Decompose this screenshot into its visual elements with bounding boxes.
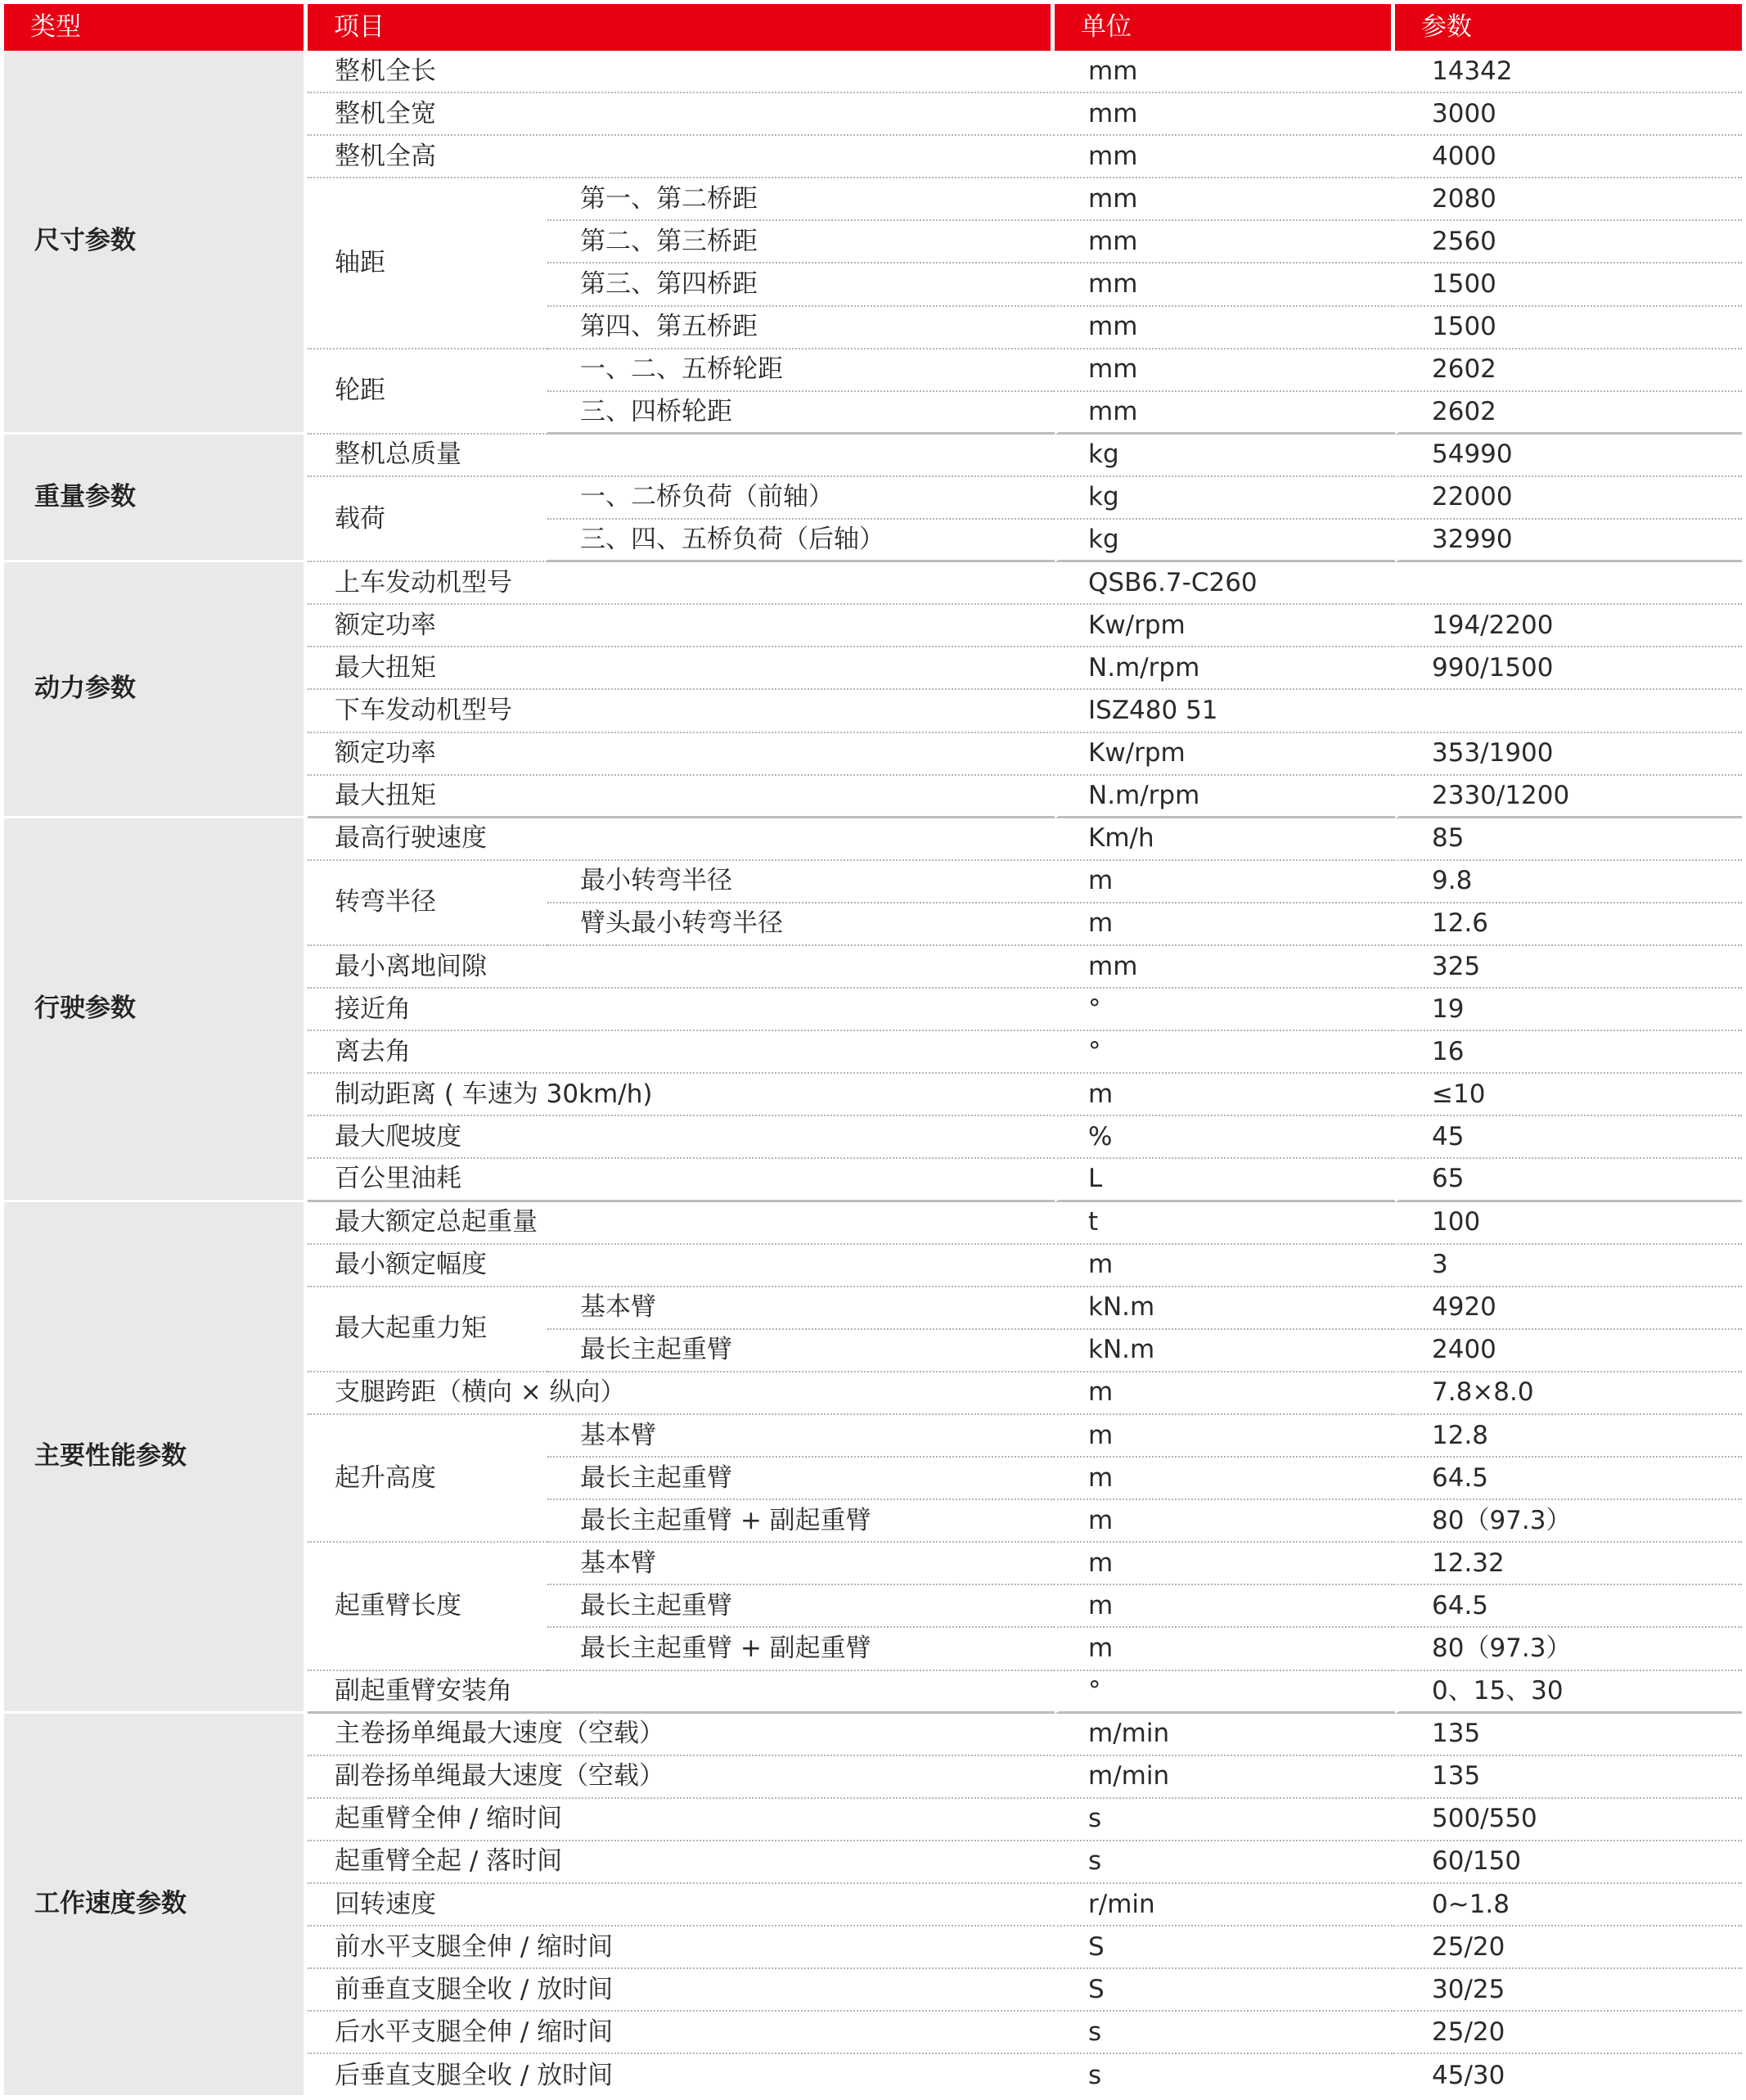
subitem-cell: 基本臂 — [547, 1543, 1055, 1585]
item-cell: 载荷 — [308, 477, 547, 562]
subitem-cell: 基本臂 — [547, 1415, 1055, 1458]
table-row — [4, 562, 1742, 605]
value-cell: 19 — [1395, 989, 1742, 1031]
item-cell: 轮距 — [308, 349, 547, 435]
value-cell: 32990 — [1395, 520, 1742, 562]
value-cell: 65 — [1395, 1159, 1742, 1201]
unit-cell: mm — [1055, 136, 1395, 178]
unit-cell: kN.m — [1055, 1330, 1395, 1372]
table-row — [4, 1202, 1742, 1245]
header-row — [4, 4, 1742, 51]
type-cell: 工作速度参数 — [4, 1714, 308, 2098]
item-cell: 后垂直支腿全收 / 放时间 — [335, 2060, 614, 2090]
unit-cell: mm — [1055, 264, 1395, 306]
table-row — [4, 818, 1742, 861]
unit-cell: kg — [1055, 520, 1395, 562]
unit-cell: m — [1055, 1628, 1395, 1670]
subitem-cell: 第四、第五桥距 — [547, 307, 1055, 349]
item-cell: 接近角 — [308, 989, 1055, 1031]
subitem-cell: 最小转弯半径 — [547, 861, 1055, 904]
value-cell: 1500 — [1395, 264, 1742, 306]
value-cell: 100 — [1395, 1202, 1742, 1245]
item-cell: 最大扭矩 — [308, 647, 1055, 690]
item-cell: 最小额定幅度 — [308, 1245, 1055, 1287]
item-cell: 下车发动机型号 — [308, 690, 1055, 732]
value-cell: 16 — [1395, 1031, 1742, 1074]
unit-cell: Kw/rpm — [1055, 733, 1395, 776]
value-cell: 4000 — [1395, 136, 1742, 178]
item-cell: 轴距 — [308, 178, 547, 349]
table-row — [4, 435, 1742, 477]
item-cell: 整机全高 — [308, 136, 1055, 178]
unit-cell: mm — [1055, 307, 1395, 349]
subitem-cell: 最长主起重臂 + 副起重臂 — [547, 1628, 1055, 1670]
value-cell: 9.8 — [1395, 861, 1742, 904]
value-cell: 7.8×8.0 — [1395, 1372, 1742, 1415]
item-cell: 起重臂全起 / 落时间 — [308, 1841, 1055, 1884]
value-cell: 0、15、30 — [1395, 1671, 1742, 1714]
value-cell: 14342 — [1395, 51, 1742, 93]
unit-cell: m — [1055, 861, 1395, 904]
value-cell: 990/1500 — [1395, 647, 1742, 690]
item-cell: 制动距离 ( 车速为 30km/h) — [308, 1074, 1055, 1116]
unit-cell: ° — [1055, 1671, 1395, 1714]
header-unit: 单位 — [1055, 4, 1395, 51]
item-cell: 起重臂长度 — [308, 1543, 547, 1670]
unit-cell: m — [1055, 1585, 1395, 1628]
item-cell: 最大爬坡度 — [308, 1116, 1055, 1159]
value-cell: 60/150 — [1395, 1841, 1742, 1884]
subitem-cell: 臂头最小转弯半径 — [547, 904, 1055, 946]
unit-cell: S — [1055, 1969, 1395, 2012]
value-cell: 325 — [1395, 946, 1742, 989]
subitem-cell: 最长主起重臂 + 副起重臂 — [547, 1500, 1055, 1543]
item-cell: 最大起重力矩 — [308, 1287, 547, 1372]
unit-cell: N.m/rpm — [1055, 647, 1395, 690]
unit-cell: % — [1055, 1116, 1395, 1159]
unit-cell: r/min — [1055, 1884, 1395, 1927]
value-cell: 12.6 — [1395, 904, 1742, 946]
item-cell: 转弯半径 — [308, 861, 547, 946]
unit-cell: m — [1055, 1543, 1395, 1585]
value-cell: 25/20 — [1395, 2012, 1742, 2054]
unit-cell: t — [1055, 1202, 1395, 1245]
unit-cell: m — [1055, 1372, 1395, 1415]
item-cell: 百公里油耗 — [308, 1159, 1055, 1201]
subitem-cell: 最长主起重臂 — [547, 1330, 1055, 1372]
subitem-cell: 三、四桥轮距 — [547, 392, 1055, 435]
value-cell: 80（97.3） — [1395, 1500, 1742, 1543]
value-cell: 194/2200 — [1395, 605, 1742, 647]
value-cell: 64.5 — [1395, 1585, 1742, 1628]
unit-cell: kg — [1055, 477, 1395, 520]
unit-cell: mm — [1055, 178, 1395, 221]
item-cell: 主卷扬单绳最大速度（空载） — [308, 1714, 1055, 1756]
type-cell: 行驶参数 — [4, 818, 308, 1202]
unit-cell: mm — [1055, 946, 1395, 989]
subitem-cell: 一、二、五桥轮距 — [547, 349, 1055, 392]
value-cell: 12.8 — [1395, 1415, 1742, 1458]
item-cell: 起升高度 — [308, 1415, 547, 1543]
subitem-cell: 第二、第三桥距 — [547, 221, 1055, 264]
type-cell: 主要性能参数 — [4, 1202, 308, 1714]
value-cell: 22000 — [1395, 477, 1742, 520]
unit-cell: s — [1055, 2054, 1395, 2097]
unit-cell: ISZ480 51 — [1055, 690, 1395, 732]
value-cell: 3000 — [1395, 93, 1742, 136]
value-cell — [1395, 690, 1742, 732]
unit-cell: QSB6.7-C260 — [1055, 562, 1395, 605]
unit-cell: m — [1055, 1415, 1395, 1458]
item-cell: 最大额定总起重量 — [308, 1202, 1055, 1245]
item-cell: 后水平支腿全伸 / 缩时间 — [308, 2012, 1055, 2054]
unit-cell: mm — [1055, 392, 1395, 435]
item-cell: 副起重臂安装角 — [308, 1671, 1055, 1714]
unit-cell: L — [1055, 1159, 1395, 1201]
item-cell: 整机全长 — [308, 51, 1055, 93]
value-cell: 25/20 — [1395, 1927, 1742, 1969]
value-cell: 500/550 — [1395, 1799, 1742, 1841]
value-cell: 1500 — [1395, 307, 1742, 349]
type-cell: 重量参数 — [4, 435, 308, 562]
unit-cell: ° — [1055, 1031, 1395, 1074]
header-type: 类型 — [4, 4, 308, 51]
subitem-cell: 基本臂 — [547, 1287, 1055, 1330]
item-cell: 回转速度 — [308, 1884, 1055, 1927]
value-cell: 2400 — [1395, 1330, 1742, 1372]
value-cell: 4920 — [1395, 1287, 1742, 1330]
header-value: 参数 — [1395, 4, 1742, 51]
unit-cell: kN.m — [1055, 1287, 1395, 1330]
item-cell: 起重臂全伸 / 缩时间 — [308, 1799, 1055, 1841]
type-cell: 动力参数 — [4, 562, 308, 818]
item-cell: 额定功率 — [308, 605, 1055, 647]
value-cell: 2330/1200 — [1395, 776, 1742, 818]
unit-cell: s — [1055, 1799, 1395, 1841]
value-cell: 2560 — [1395, 221, 1742, 264]
value-cell: 64.5 — [1395, 1458, 1742, 1500]
item-cell: 最大扭矩 — [308, 776, 1055, 818]
value-cell: 2602 — [1395, 392, 1742, 435]
value-cell: 45/30 — [1395, 2054, 1742, 2097]
value-cell: 135 — [1395, 1756, 1742, 1799]
unit-cell: s — [1055, 1841, 1395, 1884]
subitem-cell: 最长主起重臂 — [547, 1458, 1055, 1500]
unit-cell: N.m/rpm — [1055, 776, 1395, 818]
value-cell: 2080 — [1395, 178, 1742, 221]
item-cell: 前垂直支腿全收 / 放时间 — [308, 1969, 1055, 2012]
spec-body — [4, 51, 1742, 2098]
item-cell: 离去角 — [308, 1031, 1055, 1074]
item-cell: 前水平支腿全伸 / 缩时间 — [308, 1927, 1055, 1969]
value-cell: 30/25 — [1395, 1969, 1742, 2012]
unit-cell: mm — [1055, 221, 1395, 264]
value-cell: 54990 — [1395, 435, 1742, 477]
subitem-cell: 第三、第四桥距 — [547, 264, 1055, 306]
value-cell: 353/1900 — [1395, 733, 1742, 776]
value-cell: 85 — [1395, 818, 1742, 861]
value-cell: 3 — [1395, 1245, 1742, 1287]
value-cell: 0~1.8 — [1395, 1884, 1742, 1927]
subitem-cell: 三、四、五桥负荷（后轴） — [547, 520, 1055, 562]
value-cell: 12.32 — [1395, 1543, 1742, 1585]
item-cell: 额定功率 — [308, 733, 1055, 776]
unit-cell: m/min — [1055, 1756, 1395, 1799]
unit-cell: m — [1055, 1074, 1395, 1116]
value-cell — [1395, 562, 1742, 605]
subitem-cell: 一、二桥负荷（前轴） — [547, 477, 1055, 520]
unit-cell: S — [1055, 1927, 1395, 1969]
unit-cell: m/min — [1055, 1714, 1395, 1756]
unit-cell: mm — [1055, 349, 1395, 392]
table-row — [4, 1714, 1742, 1756]
item-cell: 整机总质量 — [308, 435, 1055, 477]
unit-cell: mm — [1055, 93, 1395, 136]
subitem-cell: 最长主起重臂 — [547, 1585, 1055, 1628]
unit-cell: Kw/rpm — [1055, 605, 1395, 647]
unit-cell: m — [1055, 1458, 1395, 1500]
subitem-cell: 第一、第二桥距 — [547, 178, 1055, 221]
unit-cell: m — [1055, 904, 1395, 946]
unit-cell: m — [1055, 1500, 1395, 1543]
item-cell: 支腿跨距（横向 × 纵向） — [308, 1372, 1055, 1415]
table-row — [4, 51, 1742, 93]
value-cell: 135 — [1395, 1714, 1742, 1756]
value-cell: 2602 — [1395, 349, 1742, 392]
item-cell: 上车发动机型号 — [308, 562, 1055, 605]
value-cell: 80（97.3） — [1395, 1628, 1742, 1670]
unit-cell: s — [1055, 2012, 1395, 2054]
header-item: 项目 — [308, 4, 1055, 51]
unit-cell: m — [1055, 1245, 1395, 1287]
unit-cell: ° — [1055, 989, 1395, 1031]
unit-cell: kg — [1055, 435, 1395, 477]
value-cell: ≤10 — [1395, 1074, 1742, 1116]
value-cell: 45 — [1395, 1116, 1742, 1159]
item-cell: 副卷扬单绳最大速度（空载） — [308, 1756, 1055, 1799]
type-cell: 尺寸参数 — [4, 51, 308, 435]
item-cell: 整机全宽 — [308, 93, 1055, 136]
spec-table — [4, 4, 1742, 2098]
unit-cell: mm — [1055, 51, 1395, 93]
unit-cell: Km/h — [1055, 818, 1395, 861]
item-cell: 最高行驶速度 — [308, 818, 1055, 861]
item-cell: 最小离地间隙 — [308, 946, 1055, 989]
